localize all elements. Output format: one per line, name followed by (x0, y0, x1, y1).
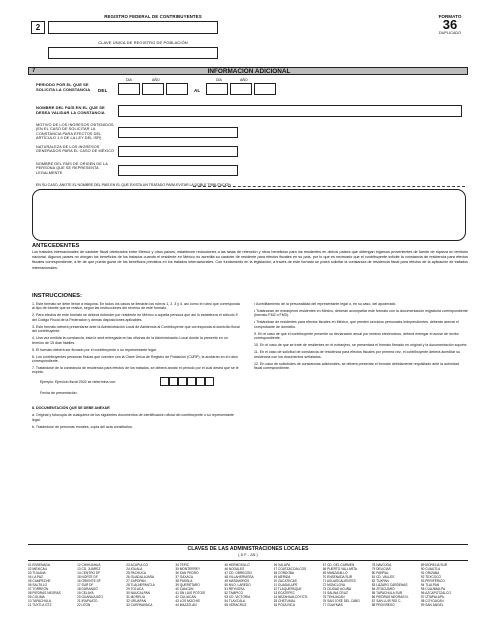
form-id (428, 14, 472, 35)
clave-item: 77 GUAYMAS (322, 603, 343, 607)
clave-item: 72 MONCLOVA (322, 583, 346, 587)
section-7-header (28, 67, 468, 75)
clave-item: 50 NVO. LAREDO (224, 583, 251, 587)
al-label: AL (194, 88, 201, 93)
clave-item: 46 NOGALES (224, 567, 245, 571)
col-ano-1: AÑO (152, 78, 160, 82)
registro-label: REGISTRO FEDERAL DE CONTRIBUYENTES (104, 14, 202, 19)
clave-item: 07 TORREÓN (28, 587, 49, 591)
instr-5: 5. El formato deberá ser firmado por el contribuyente o su representante legal. (32, 347, 157, 352)
instr-8: 8. DOCUMENTACIÓN QUE SE DEBE ANEXAR (32, 406, 110, 411)
clave-item: 63 ECATEPEC (273, 591, 295, 595)
clave-item: 82 TUXPAN (371, 579, 389, 583)
clave-item: 74 SALINA CRUZ (322, 591, 348, 595)
clave-item: 61 GUADALUPE (273, 583, 298, 587)
curp-field[interactable] (48, 47, 218, 59)
curp-label: CLAVE ÚNICA DE REGISTRO DE POBLACIÓN (98, 40, 188, 45)
clave-item: 31 MORELIA (126, 595, 145, 599)
clave-item: 05 CAMPECHE (28, 579, 51, 583)
top-header (28, 14, 468, 62)
clave-item: 29 TOLUCA (126, 587, 144, 591)
instr-r4: 9. En el caso de que el contribuyente presente su declaración anual por medios electrónicos, deberá entregar el acuse de recibo correspondiente. (254, 331, 459, 341)
clave-item: 90 CUAUTLA (420, 567, 441, 571)
clave-item: 66 POZA RICA (273, 603, 295, 607)
al-year-field[interactable] (254, 83, 276, 95)
instr-6: 6. Los contribuyentes personas físicas que cuenten con la Clave Única de Registro de Población (CURP), la anotarán en el rubro correspondiente. (32, 354, 238, 364)
form-number: 36 (442, 17, 458, 32)
clave-item: 60 ZACATECAS (273, 579, 297, 583)
clave-item: 32 URUAPAN (126, 599, 146, 603)
ejemplo-boxes (160, 377, 214, 386)
clave-item: 86 PIEDRAS NEGRAS N. (371, 595, 409, 599)
clave-item: 44 MAZATLÁN (175, 603, 197, 607)
clave-item: 39 QUERÉTARO (175, 583, 200, 587)
instr-3: 3. Este formato deberá presentarse ante la Administración Local de Asistencia al Contribuyente que corresponda al domicilio fiscal del contribuyente. (32, 324, 240, 334)
claves-grid (28, 560, 468, 607)
motivo-field[interactable] (118, 127, 238, 138)
claves-column (274, 563, 321, 607)
clave-item: 33 CUERNAVACA (126, 603, 153, 607)
clave-item: 97 IZTAPALAPA (420, 595, 444, 599)
clave-item: 35 MONTERREY (175, 567, 201, 571)
clave-item: 64 NEZAHUALCÓYOTL (273, 595, 309, 599)
ejemplo-box (160, 377, 169, 386)
clave-item: 01 ENSENADA (28, 563, 50, 567)
motivo-label: MOTIVO DE LOS INGRESOS OBTENIDOS (EN EL CASO DE SOLICITAR LA CONSTANCIA PARA EFECTOS DEL ARTÍCULO 1.9 DE LA LEY DEL ISR) (36, 123, 114, 141)
fecha-label: Fecha de presentación: (40, 391, 78, 396)
clave-item: 04 LA PAZ (28, 575, 44, 579)
nombre-pais-label: NOMBRE DEL PAÍS DE ORIGEN DE LA PERSONA QUE SE REPRESENTA LEGALMENTE (36, 162, 108, 175)
naturaleza-field[interactable] (118, 146, 238, 157)
claves-column (421, 563, 468, 607)
clave-item: 85 TAPACHULA SUR (371, 591, 403, 595)
form-word: FORMATO (438, 14, 462, 19)
clave-item: 08 PIEDRAS NEGRAS (28, 591, 61, 595)
del-day-field[interactable] (118, 83, 140, 95)
form-date: DUPLICADO (438, 31, 462, 35)
claves-section (28, 544, 468, 628)
clave-item: 73 CIUDAD ACUÑA (322, 587, 352, 591)
clave-item: 02 MEXICALI (28, 567, 48, 571)
ejemplo-box (205, 377, 214, 386)
clave-item: 62 TLAQUEPAQUE (273, 587, 302, 591)
claves-column (28, 563, 75, 607)
note-dashed (193, 186, 465, 187)
clave-item: 58 CÓRDOBA (273, 571, 295, 575)
clave-item: 53 CD. VICTORIA (224, 595, 251, 599)
clave-item: 11 TUXTLA GTZ. (28, 603, 53, 607)
clave-item: 56 XALAPA (273, 563, 291, 567)
del-year-field[interactable] (166, 83, 188, 95)
clave-item: 71 AGUASCALIENTES (322, 579, 356, 583)
clave-item: 93 PERIFÉRICO (420, 579, 445, 583)
ejemplo-box (196, 377, 205, 386)
nombre-label: NOMBRE DEL PAÍS EN EL QUE SE DESEA VALIDAR LA CONSTANCIA (36, 105, 105, 115)
clave-item: 45 HERMOSILLO (224, 563, 250, 567)
clave-item: 83 LÁZARO CÁRDENAS (371, 583, 408, 587)
ejemplo-box (187, 377, 196, 386)
instrucciones (32, 293, 468, 545)
nombre-field[interactable] (118, 105, 462, 117)
section-number-box (31, 21, 45, 34)
clave-item: 52 TAMPICO (224, 591, 244, 595)
clave-item: 18 DURANGO (77, 587, 98, 591)
claves-title: CLAVES DE LAS ADMINISTRACIONES LOCALES (187, 546, 309, 552)
clave-item: 48 VILLAHERMOSA (224, 575, 254, 579)
claves-column (323, 563, 370, 607)
clave-item: 69 MANZANILLO (322, 571, 348, 575)
instr-8b: b. Tratándose de personas morales, copia del acta constitutiva. (32, 424, 133, 429)
clave-item: 24 IGUALA (126, 567, 143, 571)
claves-column (77, 563, 124, 607)
claves-column (372, 563, 419, 607)
clave-item: 13 CD. JUÁREZ (77, 567, 101, 571)
rfc-field[interactable] (48, 21, 218, 34)
clave-item: 16 ORIENTE DF (77, 579, 101, 583)
clave-item: 76 SAN JOSÉ DEL CABO (322, 599, 360, 603)
clave-item: 57 COATZACOALCOS (273, 567, 307, 571)
section-7-title: INFORMACIÓN ADICIONAL (207, 68, 291, 75)
clave-item: 92 TEXCOCO (420, 575, 442, 579)
clave-item: 81 CD. VALLES (371, 575, 395, 579)
ejemplo-label: Ejemplo: Ejercicio fiscal 2002 se determina con: (40, 380, 117, 385)
claves-column (224, 563, 271, 607)
clave-item: 09 COLIMA (28, 595, 45, 599)
clave-item: 89 MORELIA SUR (420, 563, 448, 567)
clave-item: 22 LEÓN (77, 603, 91, 607)
clave-item: 99 SAN ÁNGEL (420, 603, 444, 607)
clave-item: 20 GUANAJUATO (77, 595, 104, 599)
section-7 (28, 67, 468, 255)
clave-item: 51 REYNOSA (224, 587, 245, 591)
clave-item: 38 PUEBLA (175, 579, 193, 583)
clave-item: 37 OAXACA (175, 575, 194, 579)
clave-item: 88 PROGRESO (371, 603, 395, 607)
antecedentes (32, 243, 468, 271)
instrucciones-right (254, 302, 468, 373)
claves-column (126, 563, 173, 607)
observaciones-field[interactable] (32, 189, 466, 241)
instr-2: 2. Para efectos de este formato se deberá entender por residente en México a aquella persona que así lo establezca el artículo 9 del Código Fiscal de la Federación y demás disposiciones aplicables. (32, 313, 238, 322)
antecedentes-title: ANTECEDENTES (32, 243, 80, 249)
ejemplo-box (178, 377, 187, 386)
section-number: 2 (35, 23, 41, 32)
note-line: EN SU CASO, ANOTE EL NOMBRE DEL PAÍS EN EL QUE EXISTA UN TRATADO PARA EVITAR LA DOBLE TRIBUTACIÓN (36, 183, 231, 187)
clave-item: 30 NAUCALPAN (126, 591, 150, 595)
del-label: DEL (98, 88, 108, 93)
clave-item: 96 AZCAPOTZALCO (420, 591, 451, 595)
clave-item: 17 SUR DF (77, 583, 94, 587)
instr-8a: a. Original y fotocopia de cualquiera de los siguientes documentos de identificación oficial del contribuyente o su representante legal. (32, 413, 234, 422)
instr-4: 4. Una vez emitida la constancia, ésta le será entregada en las oficinas de la Administración Local donde la presentó en un término de 15 días hábiles. (32, 336, 228, 345)
clave-item: 26 GUADALAJARA (126, 575, 155, 579)
col-ano-2: AÑO (240, 78, 248, 82)
clave-item: 68 PUERTO VALLARTA (322, 567, 357, 571)
clave-item: 54 TLAXCALA (224, 599, 246, 603)
clave-item: 12 CHIHUAHUA (77, 563, 101, 567)
clave-item: 59 MÉRIDA (273, 575, 291, 579)
clave-item: 67 CD. DEL CARMEN (322, 563, 355, 567)
clave-item: 87 SAN LUIS RÍO C. (371, 599, 402, 603)
nombre-pais-field[interactable] (118, 165, 238, 176)
instrucciones-left (32, 302, 240, 432)
instr-r2: • Tratándose de extranjeros residentes en México, deberán acompañar este formato con la documentación migratoria correspondiente (formato FM2 o FM3). (254, 309, 468, 318)
clave-item: 78 NAVOJOA (371, 563, 392, 567)
al-day-field[interactable] (206, 83, 228, 95)
col-dia-1: DÍA (126, 78, 132, 82)
clave-item: 80 PARRAL (371, 571, 389, 575)
instrucciones-title: INSTRUCCIONES: (32, 293, 82, 299)
instr-r6: 11. En el caso de solicitud de constancia de residencia para efectos fiscales por primera vez, el contribuyente deberá acreditar su residencia con los documentos señalados. (254, 350, 461, 359)
ejemplo-box (169, 377, 178, 386)
clave-item: 95 CUAJIMALPA (420, 587, 446, 591)
section-7-number: 7 (32, 68, 36, 74)
clave-item: 91 ORIZABA (420, 571, 440, 575)
clave-item: 84 ZITÁCUARO (371, 587, 395, 591)
clave-item: 36 SAN PEDRO (175, 571, 199, 575)
al-month-field[interactable] (230, 83, 252, 95)
clave-item: 43 LOS MOCHIS (175, 599, 200, 603)
instr-r7: 12. En caso de solicitudes de constancias adicionales, se deberá presentar el formato debidamente requisitado ante la autoridad fiscal correspondiente. (254, 361, 459, 371)
clave-item: 14 CENTRO DF (77, 571, 101, 575)
claves-column (175, 563, 222, 607)
clave-item: 34 TEPIC (175, 563, 190, 567)
clave-item: 94 TLALPAN (420, 583, 440, 587)
clave-item: 79 DELICIAS (371, 567, 391, 571)
clave-item: 21 IRAPUATO (77, 599, 98, 603)
clave-item: 19 CELAYA (77, 591, 94, 595)
clave-item: 03 TIJUANA (28, 571, 46, 575)
clave-item: 41 SN LUIS POTOSÍ (175, 591, 206, 595)
clave-item: 23 ACAPULCO (126, 563, 149, 567)
clave-item: 40 CANCÚN (175, 587, 194, 591)
periodo-label: PERIODO POR EL QUE SE SOLICITA LA CONSTANCIA (36, 82, 91, 92)
clave-item: 06 SALTILLO (28, 583, 48, 587)
instr-1: 1. Este formato se debe llenar a máquina. En todos los casos se llenarán los rubros 1, 2, 3 y 4, así como el rubro que corresponda al tipo de trámite que se realice, según las instrucciones del reverso de este formato. (32, 302, 240, 311)
clave-item: 27 ZAPOPAN (126, 579, 146, 583)
clave-item: 75 TEHUACÁN (322, 595, 345, 599)
clave-item: 49 MATAMOROS (224, 579, 250, 583)
clave-item: 10 TAPACHULA (28, 599, 52, 603)
col-dia-2: DÍA (216, 78, 222, 82)
clave-item: 42 CULIACÁN (175, 595, 196, 599)
naturaleza-label: NATURALEZA DE LOS INGRESOS GENERADOS PARA EL CASO DE MÉXICO (36, 145, 115, 154)
clave-item: 28 TLALNEPANTLA (126, 583, 155, 587)
clave-item: 25 PACHUCA (126, 571, 146, 575)
clave-item: 55 VERACRUZ (224, 603, 247, 607)
del-month-field[interactable] (142, 83, 164, 95)
clave-item: 47 CD. OBREGÓN (224, 571, 252, 575)
instr-r5: 10. En el caso de que se trate de residentes en el extranjero, se presentará el formato firmado en original y la documentación soporte. (254, 343, 468, 348)
instr-7: 7. Tratándose de la constancia de residencia para efectos de los tratados, se deberá anotar el periodo por el cual desea que se le expida. (32, 366, 239, 375)
clave-item: 15 NORTE DF (77, 575, 98, 579)
clave-item: 70 ENSENADA SUR (322, 575, 353, 579)
claves-subtitle: ( D F - 2/6 ) (238, 553, 258, 557)
clave-item: 98 COYOACÁN (420, 599, 444, 603)
instr-r1: • Acreditamiento de la personalidad del representante legal o, en su caso, del apoderado. (254, 302, 397, 306)
instr-r3: • Tratándose de residentes para efectos fiscales en México, que presten servicios personales independientes, deberán anexar el comprobante de domicilio. (254, 320, 459, 329)
clave-item: 65 CHETUMAL (273, 599, 296, 603)
antecedentes-body: Los tratados internacionales de carácter fiscal celebrados entre México y otros países, establecen reducciones a las tasas de retención y otros beneficios para los residentes en dichos países que obtengan ingresos provenientes de fuente de riqueza en territorio nacional. Algunos países no otorgan los beneficios de los tratados cuando el residente en México no acredita su carácter de residente para efectos fiscales en su país, por lo que es necesario que el contribuyente solicite la constancia de residencia para efectos fiscales correspondiente, a fin de que pueda gozar de los beneficios previstos en los tratados internacionales. Con fundamento en la legislación, a través de este formato se podrá solicitar la constancia de residencia fiscal para efectos de la aplicación de tratados internacionales. (32, 250, 468, 270)
